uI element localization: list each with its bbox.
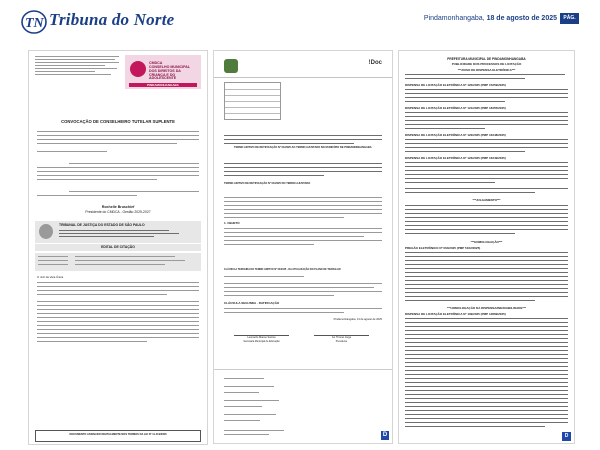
section-homologacao: ***HOMOLOGAÇÃO***	[470, 240, 503, 244]
municipal-crest-icon	[224, 59, 238, 73]
termo-caption-2: TERMO ADITIVO DE RETIFICAÇÃO Nº 01/2025 DO TERMO AJUSTADO	[224, 182, 311, 185]
cmdca-banner-text: CONSELHO MUNICIPAL DOS DIREITOS DA CRIANÇA E DO ADOLESCENTE	[149, 65, 190, 81]
section-objeto: 1. OBJETO	[224, 221, 240, 225]
signer-name: Rochelle Bruschief	[101, 205, 135, 209]
page-column-licitacoes	[398, 50, 575, 444]
section-aviso-dispensa: ***AVISO DE DISPENSA ELETRÔNICA***	[457, 68, 516, 72]
licitacao-header: PUBLICIDADE DOS PROCESSOS DE LICITAÇÃO	[451, 62, 522, 66]
edition-city: Pindamonhangaba,	[423, 15, 485, 22]
court-header	[35, 221, 201, 243]
dispensa-123: DISPENSA DE LICITAÇÃO ELETRÔNICA Nº 123/2025 (PMP 16349/2025)	[405, 156, 506, 160]
section-homologacao-dispensa: ***HOMOLOGAÇÃO DA DISPENSA/INEXIGIBILIDADE***	[447, 306, 526, 310]
digital-signature-text: DOCUMENTO ASSINADO DIGITALMENTE NOS TERMOS DA LEI Nº 11.419/2006	[69, 433, 167, 436]
signatory-right-role: Presidente	[335, 340, 348, 343]
document-info-table	[224, 82, 281, 120]
tribuna-logo-icon	[21, 10, 49, 34]
signatory-left-role: Secretaria Municipal de Educação	[243, 340, 280, 343]
dispensa-122: DISPENSA DE LICITAÇÃO ELETRÔNICA Nº 122/2025 (PMP 16348/2025)	[405, 133, 506, 137]
page-column-termo-aditivo	[213, 50, 393, 444]
section-ratificacao: CLÁUSULA SEGUNDA - RATIFICAÇÃO	[224, 301, 280, 305]
section-clausula-terceira: CLÁUSULA TERCEIRA DO TERMO ADITIVO Nº 04/2025 - DA ATUALIZAÇÃO DO PLANO DE TRABALHO	[224, 268, 341, 271]
newspaper-masthead	[21, 10, 579, 34]
convocation-title: CONVOCAÇÃO DE CONSELHEIRO TUTELAR SUPLENTE	[61, 119, 175, 124]
court-name: TRIBUNAL DE JUSTIÇA DO ESTADO DE SÃO PAULO	[59, 223, 145, 227]
signer-role: Presidente do CMDCA - Gestão 2025-2027	[85, 210, 151, 214]
edital-title-band	[35, 244, 201, 251]
cmdca-short-name: CMDCA	[149, 61, 163, 65]
page-badge: PÁG.	[560, 13, 579, 24]
pregao-064: PREGÃO ELETRÔNICO Nº 064/2025 (PMP 5162/2025)	[405, 246, 481, 250]
cmdca-banner-city: PINDAMONHANGABA	[147, 82, 179, 87]
digital-signature-notice	[35, 430, 201, 442]
court-seal-icon	[39, 224, 53, 239]
cmdca-logo-icon	[130, 61, 146, 77]
dispensa-109: DISPENSA DE LICITAÇÃO ELETRÔNICA Nº 109/2025 (PMP 12869/2025)	[405, 312, 506, 316]
termo-caption-1: TERMO ADITIVO DE RETIFICAÇÃO Nº 01/2025 AO TERMO AJUSTADO NO MUNICÍPIO DE PINDAMONHANGABA	[234, 146, 372, 149]
edition-date	[424, 15, 557, 22]
date-place: Pindamonhangaba, 13 de agosto de 2025	[333, 318, 382, 321]
prefeitura-header: PREFEITURA MUNICIPAL DE PINDAMONHANGABA	[447, 57, 526, 61]
dispensa-121: DISPENSA DE LICITAÇÃO ELETRÔNICA Nº 121/2025 (PMP 16355/2025)	[405, 106, 506, 110]
edition-date-value: 18 de agosto de 2025	[486, 15, 557, 22]
section-julgamento: ***JULGAMENTO***	[472, 198, 501, 202]
signatory-left-name: Leonardo Manso Santos	[247, 336, 276, 339]
idoc-logo: !Doc	[368, 60, 382, 66]
process-details-band	[35, 253, 201, 271]
signatory-right-name: Ivo Thomé Jorge	[331, 336, 352, 339]
idoc-badge: D	[382, 432, 388, 438]
edital-title: EDITAL DE CITAÇÃO	[101, 244, 135, 249]
newspaper-name: Tribuna do Norte	[49, 10, 175, 29]
judge-line: O Juiz da Vara Única	[37, 275, 64, 279]
idoc-badge-col3: D	[562, 432, 571, 441]
signature-metadata-block	[214, 369, 392, 444]
dispensa-120: DISPENSA DE LICITAÇÃO ELETRÔNICA Nº 120/2025 (PMP 15359/2025)	[405, 83, 506, 87]
svg-text:TN: TN	[25, 16, 44, 31]
page-column-cmdca	[28, 50, 208, 445]
cmdca-banner-strip	[129, 83, 197, 87]
cmdca-banner	[125, 55, 201, 89]
